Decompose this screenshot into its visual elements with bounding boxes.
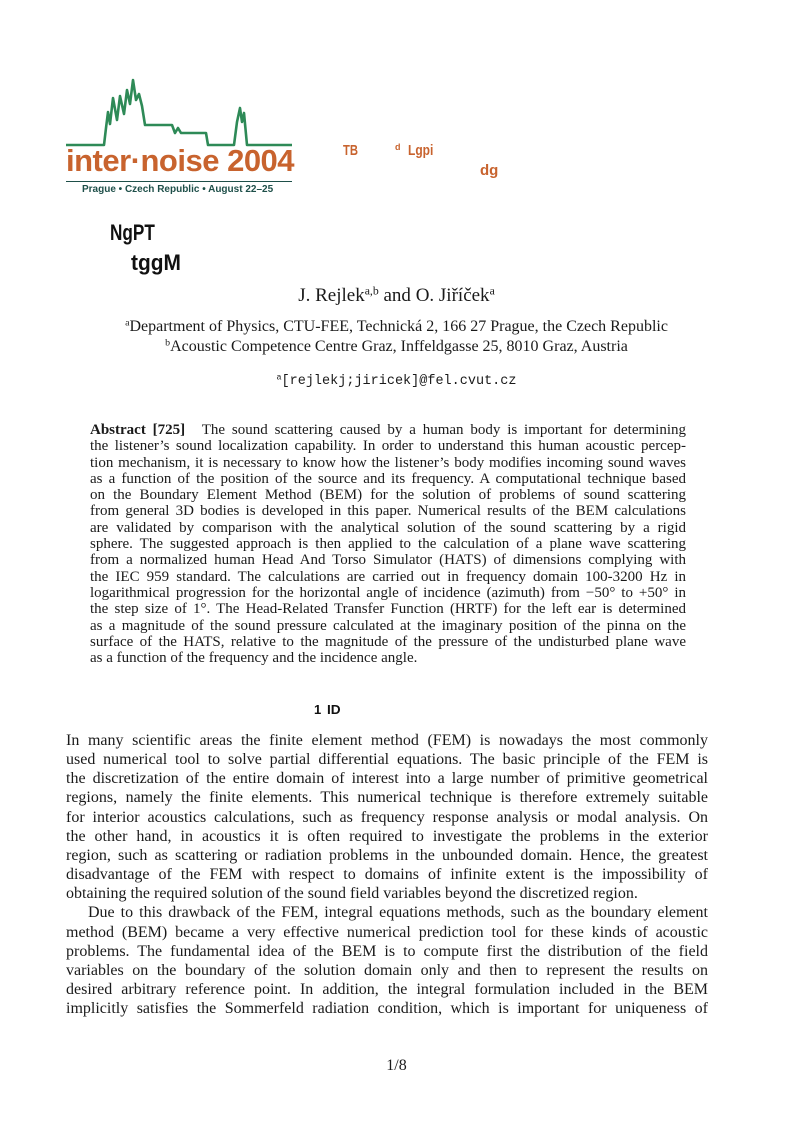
abstract-line: from general 3D bodies is developed in this paper. Numerical results of the BEM calculations bbox=[90, 503, 686, 520]
body-line: the discretization of the entire domain of interest into a large number of primitive geometrical bbox=[66, 770, 708, 788]
email-text: [rejlekj;jiricek]@fel.cvut.cz bbox=[281, 374, 517, 389]
skyline-line bbox=[66, 80, 292, 145]
section-title: ID bbox=[327, 702, 341, 717]
body-line: method (BEM) became a very effective numerical prediction tool for these kinds of acoustic bbox=[66, 923, 708, 941]
title-fragment: tggM bbox=[131, 250, 181, 275]
abstract-block bbox=[90, 422, 686, 666]
paragraph bbox=[66, 731, 708, 903]
author-affiliation-marker: a bbox=[489, 284, 495, 298]
abstract-line: the step size of 1°. The Head-Related Transfer Function (HRTF) for the left ear is determined bbox=[90, 601, 686, 618]
conference-location-line: Prague • Czech Republic • August 22–25 bbox=[82, 184, 274, 195]
title-fragment: NgPT bbox=[110, 220, 155, 245]
abstract-line: as a function of the frequency and the incidence angle. bbox=[90, 650, 418, 667]
abstract-line: the listener’s sound localization capability. In order to understand this human acoustic percep- bbox=[90, 438, 686, 455]
abstract-line: from a normalized human Head And Torso Simulator (HATS) of dimensions complying with bbox=[90, 552, 686, 569]
body-line: disadvantage of the FEM with respect to domains of infinite extent is the impossibility of bbox=[66, 866, 708, 884]
section-number: 1 bbox=[314, 702, 322, 717]
affiliation-line bbox=[0, 317, 793, 337]
abstract-line bbox=[90, 422, 686, 438]
email-marker: a bbox=[276, 372, 282, 383]
author-conjunction: and bbox=[383, 285, 411, 306]
abstract-line: as a magnitude of the sound pressure calculated at the imaginary position of the pinna on the bbox=[90, 617, 686, 634]
abstract-line: as a function of the position of the source and its frequency. A computational technique based bbox=[90, 470, 686, 487]
body-line: problems. The fundamental idea of the BEM is to compute first the distribution of the field bbox=[66, 942, 708, 960]
section-heading bbox=[314, 702, 354, 718]
header-fragment: Lgpi bbox=[408, 142, 434, 159]
body-line: used numerical tool to solve partial differential equations. The basic principle of the FEM is bbox=[66, 751, 708, 769]
header-fragment: dg bbox=[480, 162, 499, 179]
affiliation-marker: b bbox=[165, 337, 171, 349]
conference-logo-wordmark: inter·noise 2004 bbox=[66, 143, 295, 178]
abstract-line: tion mechanism, it is necessary to know how the listener’s body modifies incoming sound waves bbox=[90, 454, 686, 471]
body-line: region, such as scattering or radiation problems in the unbounded domain. Hence, the greatest bbox=[66, 846, 708, 864]
abstract-line: on the Boundary Element Method (BEM) for the solution of problems of sound scattering bbox=[90, 487, 686, 504]
body-line: obtaining the required solution of the sound field variables beyond the discretized region. bbox=[66, 885, 638, 903]
body-line: the other hand, in acoustics it is often required to investigate the problems in the exterior bbox=[66, 827, 708, 845]
paragraph bbox=[66, 903, 708, 1018]
page-number: 1/8 bbox=[386, 1057, 407, 1074]
header-fragment: d bbox=[395, 142, 401, 152]
affiliation-line bbox=[0, 337, 793, 357]
body-line: desired arbitrary reference point. In addition, the integral formulation included in the BEM bbox=[66, 981, 708, 999]
abstract-line-text: The sound scattering caused by a human body is important for determining bbox=[201, 422, 687, 438]
author-affiliation-marker: a,b bbox=[364, 284, 379, 298]
header-fragment: TB bbox=[343, 142, 358, 159]
abstract-line: sphere. The suggested approach is then applied to the calculation of a plane wave scattering bbox=[90, 536, 686, 553]
body-line: implicitly satisfies the Sommerfeld radiation condition, which is important for uniqueness of bbox=[66, 1000, 708, 1018]
abstract-line: logarithmical progression for the horizontal angle of incidence (azimuth) from −50° to +50° in bbox=[90, 584, 686, 601]
author-name: O. Jiříček bbox=[415, 285, 490, 306]
body-line: for interior acoustics calculations, such as frequency response analysis or modal analysis. On bbox=[66, 808, 708, 826]
body-line: In many scientific areas the finite element method (FEM) is nowadays the most commonly bbox=[66, 732, 708, 749]
body-text bbox=[66, 731, 708, 1018]
body-line: Due to this drawback of the FEM, integral equations methods, such as the boundary element bbox=[88, 904, 708, 922]
body-line: regions, namely the finite elements. This numerical technique is therefore extremely suitable bbox=[66, 789, 708, 807]
affiliation-list bbox=[0, 317, 793, 357]
abstract-label: Abstract [725] bbox=[90, 422, 186, 438]
body-line: variables on the boundary of the solution domain only and then to represent the results on bbox=[66, 961, 708, 979]
author-name: J. Rejlek bbox=[298, 285, 365, 306]
affiliation-text: Acoustic Competence Centre Graz, Inffeldgasse 25, 8010 Graz, Austria bbox=[170, 338, 628, 355]
author-list bbox=[0, 284, 793, 308]
abstract-line: are validated by comparison with the analytical solution of the sound scattering by a rigid bbox=[90, 519, 686, 536]
affiliation-text: Department of Physics, CTU-FEE, Technická 2, 166 27 Prague, the Czech Republic bbox=[129, 318, 668, 335]
abstract-line: surface of the HATS, relative to the magnitude of the pressure of the undisturbed plane wave bbox=[90, 633, 686, 650]
abstract-line: the IEC 959 standard. The calculations are carried out in frequency domain 100-3200 Hz in bbox=[90, 568, 686, 585]
contact-email bbox=[0, 373, 793, 391]
affiliation-marker: a bbox=[125, 317, 130, 329]
